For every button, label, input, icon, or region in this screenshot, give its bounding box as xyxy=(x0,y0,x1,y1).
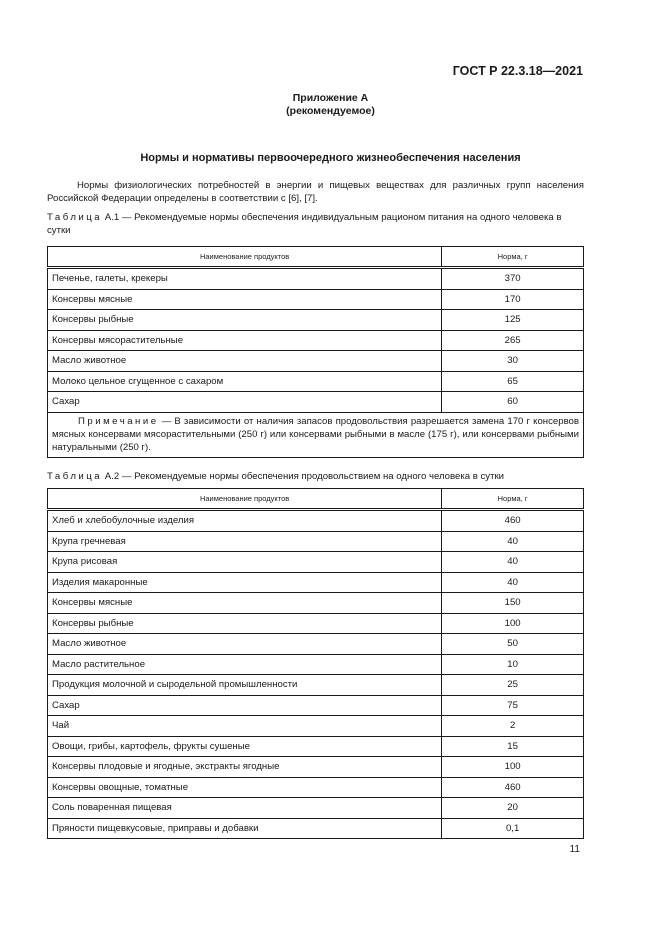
page-number: 11 xyxy=(569,844,580,855)
product-cell: Овощи, грибы, картофель, фрукты сушеные xyxy=(48,736,442,757)
table-a2-caption-text: А.2 — Рекомендуемые нормы обеспечения продовольствием на одного человека в сутки xyxy=(102,471,505,482)
table-row xyxy=(48,613,584,634)
table-a2-caption xyxy=(47,470,584,483)
appendix-status: (рекомендуемое) xyxy=(286,105,375,117)
table-header-row xyxy=(48,489,584,510)
table-a1-caption-label: Таблица xyxy=(47,212,103,223)
product-cell: Масло растительное xyxy=(48,654,442,675)
norm-cell: 10 xyxy=(442,654,584,675)
table-row xyxy=(48,798,584,819)
product-cell: Консервы овощные, томатные xyxy=(48,777,442,798)
norm-cell: 40 xyxy=(442,531,584,552)
intro-paragraph: Нормы физиологических потребностей в энергии и пищевых веществах для различных групп населения Российской Федерации определены в соответствии с [6], [7]. xyxy=(47,180,584,204)
product-cell: Молоко цельное сгущенное с сахаром xyxy=(48,371,442,392)
table-row xyxy=(48,371,584,392)
product-cell: Крупа рисовая xyxy=(48,552,442,573)
appendix-title: Приложение А xyxy=(292,92,369,104)
product-cell: Хлеб и хлебобулочные изделия xyxy=(48,510,442,532)
product-cell: Консервы рыбные xyxy=(48,310,442,331)
table-row xyxy=(48,716,584,737)
norm-cell: 25 xyxy=(442,675,584,696)
product-cell: Масло животное xyxy=(48,351,442,372)
norm-cell: 40 xyxy=(442,552,584,573)
table-a1 xyxy=(47,246,584,458)
column-header-product: Наименование продуктов xyxy=(48,247,442,268)
table-a1-caption-text: А.1 — Рекомендуемые нормы обеспечения индивидуальным рационом питания на одного человека в сутки xyxy=(47,212,562,236)
document-code: ГОСТ Р 22.3.18—2021 xyxy=(452,64,583,78)
product-cell: Сахар xyxy=(48,695,442,716)
norm-cell: 65 xyxy=(442,371,584,392)
product-cell: Печенье, галеты, крекеры xyxy=(48,268,442,290)
section-title: Нормы и нормативы первоочередного жизнеобеспечения населения xyxy=(140,152,521,164)
table-row xyxy=(48,757,584,778)
product-cell: Консервы мясные xyxy=(48,593,442,614)
table-row xyxy=(48,777,584,798)
norm-cell: 100 xyxy=(442,613,584,634)
norm-cell: 150 xyxy=(442,593,584,614)
product-cell: Консервы рыбные xyxy=(48,613,442,634)
product-cell: Соль поваренная пищевая xyxy=(48,798,442,819)
norm-cell: 460 xyxy=(442,777,584,798)
product-cell: Крупа гречневая xyxy=(48,531,442,552)
table-row xyxy=(48,675,584,696)
product-cell: Изделия макаронные xyxy=(48,572,442,593)
table-row xyxy=(48,351,584,372)
table-row xyxy=(48,736,584,757)
norm-cell: 15 xyxy=(442,736,584,757)
norm-cell: 20 xyxy=(442,798,584,819)
table-row xyxy=(48,634,584,655)
table-note-row xyxy=(48,412,584,457)
product-cell: Масло животное xyxy=(48,634,442,655)
norm-cell: 60 xyxy=(442,392,584,413)
column-header-norm: Норма, г xyxy=(442,489,584,510)
table-row xyxy=(48,268,584,290)
note-text: — В зависимости от наличия запасов продовольствия разрешается замена 170 г консервов мясных консервами мясорастительными (250 г) или консервами рыбными в масле (175 г), или консервами рыбными натуральными (250 г). xyxy=(52,415,579,453)
product-cell: Консервы плодовые и ягодные, экстракты ягодные xyxy=(48,757,442,778)
table-row xyxy=(48,330,584,351)
table-row xyxy=(48,818,584,839)
product-cell: Продукция молочной и сыродельной промышленности xyxy=(48,675,442,696)
norm-cell: 370 xyxy=(442,268,584,290)
product-cell: Сахар xyxy=(48,392,442,413)
norm-cell: 100 xyxy=(442,757,584,778)
norm-cell: 40 xyxy=(442,572,584,593)
column-header-norm: Норма, г xyxy=(442,247,584,268)
table-row xyxy=(48,654,584,675)
table-row xyxy=(48,593,584,614)
table-a2-caption-label: Таблица xyxy=(47,471,103,482)
table-row xyxy=(48,310,584,331)
table-note xyxy=(48,412,584,457)
norm-cell: 75 xyxy=(442,695,584,716)
product-cell: Консервы мясорастительные xyxy=(48,330,442,351)
table-row xyxy=(48,510,584,532)
norm-cell: 30 xyxy=(442,351,584,372)
table-row xyxy=(48,572,584,593)
norm-cell: 0,1 xyxy=(442,818,584,839)
norm-cell: 125 xyxy=(442,310,584,331)
table-row xyxy=(48,531,584,552)
product-cell: Консервы мясные xyxy=(48,289,442,310)
table-header-row xyxy=(48,247,584,268)
table-row xyxy=(48,552,584,573)
table-a2 xyxy=(47,488,584,839)
note-label: Примечание xyxy=(78,415,159,427)
norm-cell: 460 xyxy=(442,510,584,532)
product-cell: Пряности пищевкусовые, приправы и добавки xyxy=(48,818,442,839)
table-row xyxy=(48,289,584,310)
table-row xyxy=(48,392,584,413)
norm-cell: 50 xyxy=(442,634,584,655)
norm-cell: 265 xyxy=(442,330,584,351)
norm-cell: 2 xyxy=(442,716,584,737)
table-row xyxy=(48,695,584,716)
column-header-product: Наименование продуктов xyxy=(48,489,442,510)
product-cell: Чай xyxy=(48,716,442,737)
norm-cell: 170 xyxy=(442,289,584,310)
table-a1-caption xyxy=(47,211,584,237)
